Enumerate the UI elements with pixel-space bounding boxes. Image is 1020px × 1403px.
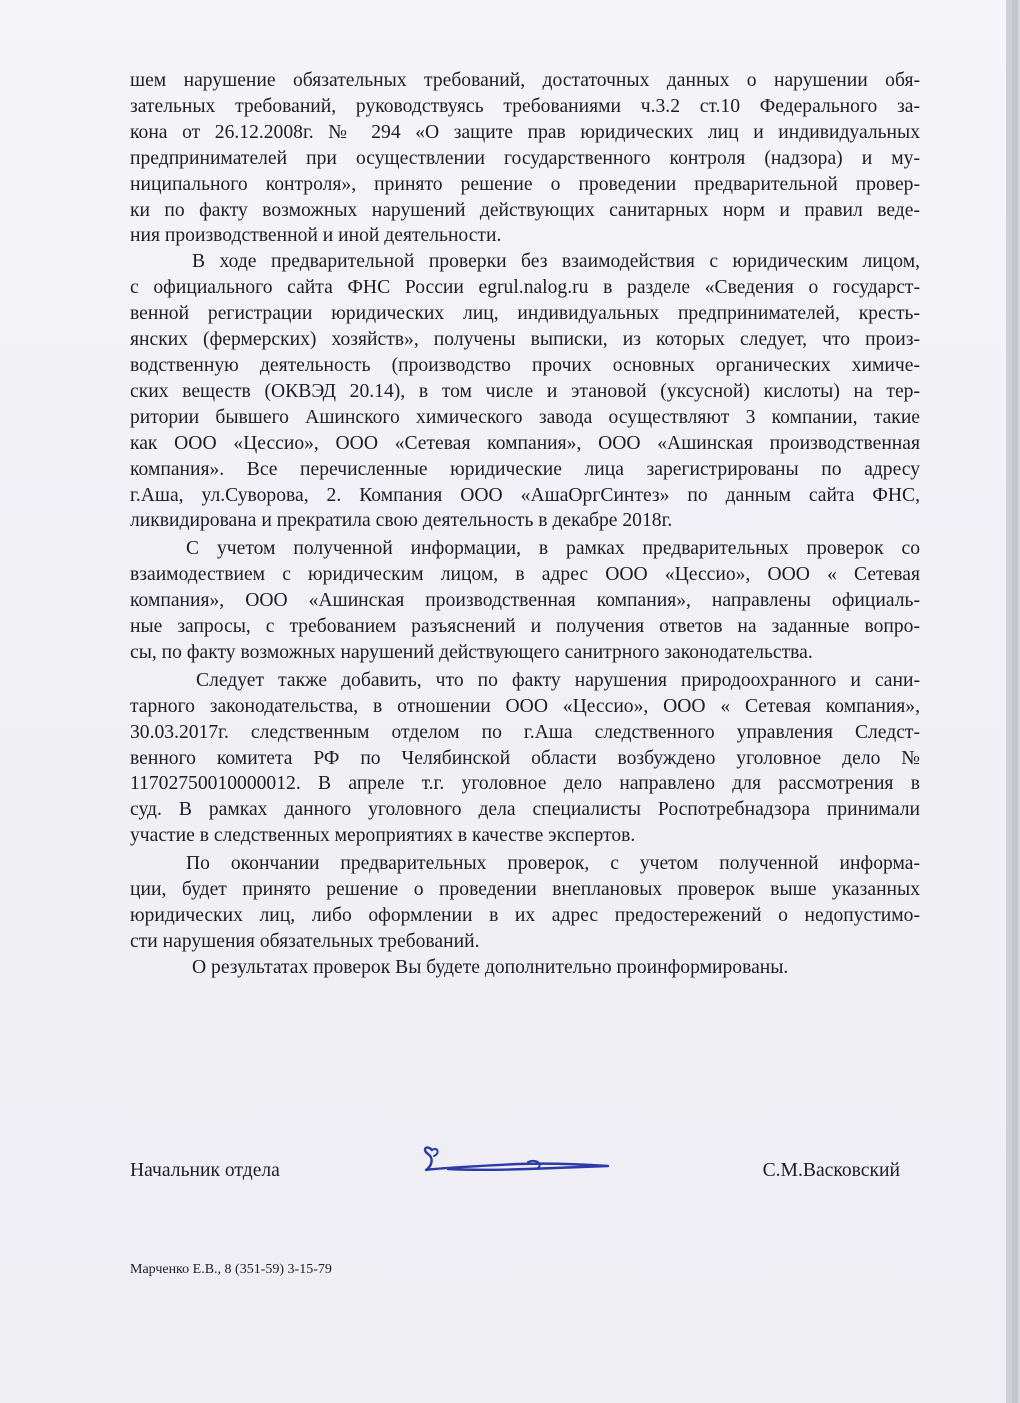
page-edge [1012,0,1018,1403]
paragraph-3 [130,536,920,666]
text-line: ских веществ (ОКВЭД 20.14), в том числе и этановой (уксусной) кислоты) на тер- [130,380,920,402]
paragraph-5 [130,851,920,955]
paragraph-4 [130,668,920,849]
text-line: кона от 26.12.2008г. № 294 «О защите прав юридических лиц и индивидуальных [130,121,920,143]
text-line: О результатах проверок Вы будете дополнительно проинформированы. [192,956,789,978]
text-line: г.Аша, ул.Суворова, 2. Компания ООО «АшаОргСинтез» по данным сайта ФНС, [130,484,920,506]
text-line: По окончании предварительных проверок, с учетом полученной информа- [186,853,920,875]
text-line: 11702750010000012. В апреле т.г. уголовное дело направлено для рассмотрения в [130,773,920,795]
text-line: тарного законодательства, в отношении ООО «Цессио», ООО « Сетевая компания», [130,695,920,717]
text-line: ки по факту возможных нарушений действующих санитарных норм и правил ведe- [130,199,920,221]
text-line: Следует также добавить, что по факту нарушения природоохранного и сани- [196,669,920,691]
paragraph-1 [130,68,920,249]
text-line: ликвидирована и прекратила свою деятельность в декабре 2018г. [130,510,673,532]
text-line: ции, будет принято решение о проведении внеплановых проверок выше указанных [130,879,920,901]
text-line: сти нарушения обязательных требований. [130,930,480,952]
signature-block [130,1160,900,1190]
text-line: сы, по факту возможных нарушений действующего санитрного законодательства. [130,641,813,663]
text-line: компания». Все перечисленные юридические лица зарегистрированы по адресу [130,458,920,480]
text-line: участие в следственных мероприятиях в качестве экспертов. [130,825,636,847]
text-line: суд. В рамках данного уголовного дела специалисты Роспотребнадзора принимали [130,799,920,821]
text-line: компания», ООО «Ашинская производственная компания», направлены официаль- [130,590,920,612]
text-line: янских (фермерских) хозяйств», получены выписки, из которых следует, что произ- [130,329,920,351]
position-title: Начальник отдела [130,1160,280,1181]
text-line: ниципального контроля», принято решение о проведении предварительной провер- [130,173,920,195]
text-line: как ООО «Цессио», ООО «Сетевая компания», ООО «Ашинская производственная [130,432,920,454]
text-line: венной регистрации юридических лиц, индивидуальных предпринимателей, кресть- [130,303,920,325]
executor-contact: Марченко Е.В., 8 (351-59) 3-15-79 [130,1262,332,1277]
text-line: В ходе предварительной проверки без взаимодействия с юридическим лицом, [192,251,920,273]
signer-name: С.М.Васковский [762,1160,900,1181]
text-line: 30.03.2017г. следственным отделом по г.Аша следственного управления Следст- [130,721,920,743]
text-line: ритории бывшего Ашинского химического завода осуществляют 3 компании, такие [130,406,920,428]
text-line: шем нарушение обязательных требований, достаточных данных о нарушении обя- [130,70,920,91]
text-line: водственную деятельность (производство прочих основных органических химиче- [130,354,920,376]
text-line: С учетом полученной информации, в рамках предварительных проверок со [186,538,920,560]
text-line: ния производственной и иной деятельности. [130,225,502,247]
text-line: с официального сайта ФНС России egrul.nalog.ru в разделе «Сведения о государст- [130,277,920,299]
text-line: юридических лиц, либо оформлении в их адрес предостережений о недопустимо- [130,905,920,926]
letter-body [130,68,920,981]
text-line: ные запросы, с требованием разъяснений и получения ответов на заданные вопро- [130,616,920,638]
paragraph-2 [130,249,920,534]
paragraph-6 [130,955,920,981]
text-line: зательных требований, руководствуясь требованиями ч.3.2 ст.10 Федерального за- [130,95,920,117]
text-line: взаимодествием с юридическим лицом, в адрес ООО «Цессио», ООО « Сетевая [130,564,920,586]
text-line: предпринимателей при осуществлении государственного контроля (надзора) и му- [130,147,920,169]
text-line: венного комитета РФ по Челябинской области возбуждено уголовное дело № [130,747,920,769]
